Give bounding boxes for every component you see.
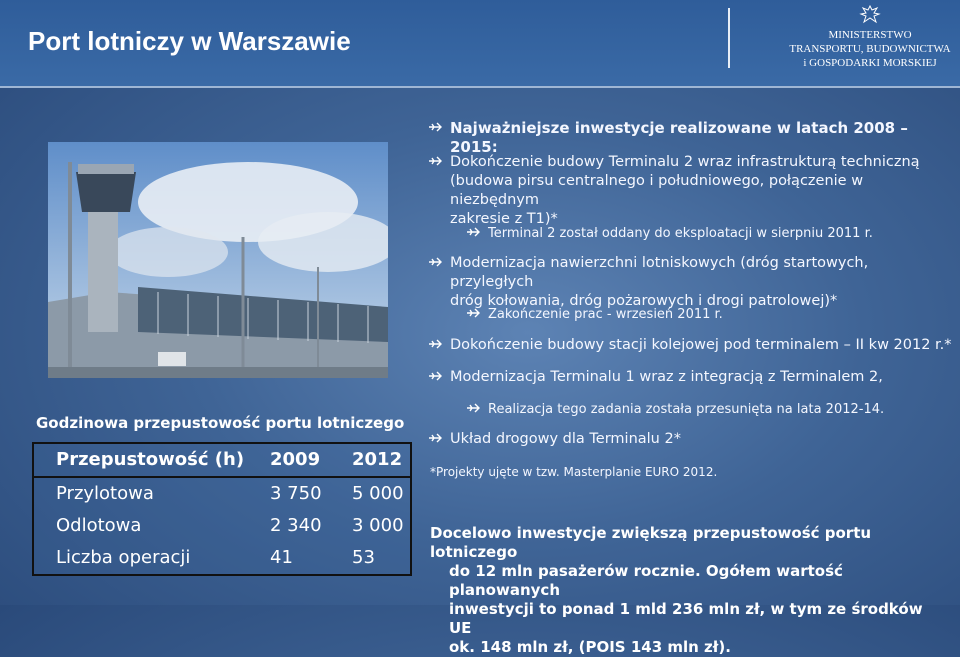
table-cell: 2 340 (270, 515, 322, 536)
table-cell: 3 000 (352, 515, 404, 536)
list-item: Terminal 2 został oddany do eksploatacji w sierpniu 2011 r. (466, 224, 873, 243)
list-item: Dokończenie budowy Terminalu 2 wraz infrastrukturą techniczną (budowa pirsu centralnego i południowego, połączenie w niezbędnym zakresie z T1)* (428, 153, 953, 229)
airplane-bullet-icon (466, 225, 480, 239)
summary-text: Docelowo inwestycje zwiększą przepustowość portu lotniczego do 12 mln pasażerów rocznie. Ogółem wartość planowanych inwestycji to ponad 1 mld 236 mln zł, w tym ze środków UE ok. 148 mln zł, (POIS 143 mln zł). (430, 524, 923, 656)
airport-terminal-photo (48, 142, 388, 378)
ministry-line-3: i GOSPODARKI MORSKIEJ (803, 57, 937, 69)
ministry-logo (780, 4, 960, 70)
slide-header (0, 0, 960, 88)
eagle-emblem-icon (859, 4, 881, 26)
ministry-line-1: MINISTERSTWO (828, 29, 912, 41)
table-cell: Przylotowa (56, 483, 154, 504)
table-row (34, 542, 410, 574)
header-divider (728, 8, 730, 68)
list-item: Realizacja tego zadania została przesunięta na lata 2012-14. (466, 400, 884, 419)
table-caption: Godzinowa przepustowość portu lotniczego (36, 414, 405, 432)
airplane-bullet-icon (466, 306, 480, 320)
ministry-line-2: TRANSPORTU, BUDOWNICTWA (789, 43, 951, 55)
slide-title: Port lotniczy w Warszawie (28, 26, 351, 56)
footnote: *Projekty ujęte w tzw. Masterplanie EURO 2012. (430, 465, 718, 479)
table-cell: 53 (352, 547, 375, 568)
table-cell: 5 000 (352, 483, 404, 504)
airplane-bullet-icon (428, 431, 442, 445)
airplane-bullet-icon (466, 401, 480, 415)
table-cell: Odlotowa (56, 515, 142, 536)
list-item: Modernizacja nawierzchni lotniskowych (dróg startowych, przyległych dróg kołowania, dróg pożarowych i drogi patrolowej)* (428, 254, 953, 311)
airplane-bullet-icon (428, 154, 442, 168)
table-header-row (34, 444, 410, 478)
list-item: Zakończenie prac - wrzesień 2011 r. (466, 305, 723, 324)
table-cell: 41 (270, 547, 293, 568)
airplane-bullet-icon (428, 255, 442, 269)
table-row (34, 478, 410, 510)
list-item: Układ drogowy dla Terminalu 2* (428, 430, 681, 449)
airplane-bullet-icon (428, 369, 442, 383)
table-header-cell: Przepustowość (h) (56, 449, 245, 470)
list-item: Najważniejsze inwestycje realizowane w latach 2008 – 2015: (428, 119, 953, 157)
table-header-cell: 2012 (352, 449, 403, 470)
airplane-bullet-icon (428, 120, 442, 134)
list-item: Modernizacja Terminalu 1 wraz z integracją z Terminalem 2, (428, 368, 883, 387)
list-item: Dokończenie budowy stacji kolejowej pod terminalem – II kw 2012 r.* (428, 336, 952, 355)
capacity-table (32, 442, 412, 576)
table-row (34, 510, 410, 542)
table-cell: Liczba operacji (56, 547, 191, 568)
table-header-cell: 2009 (270, 449, 321, 470)
table-cell: 3 750 (270, 483, 322, 504)
airplane-bullet-icon (428, 337, 442, 351)
